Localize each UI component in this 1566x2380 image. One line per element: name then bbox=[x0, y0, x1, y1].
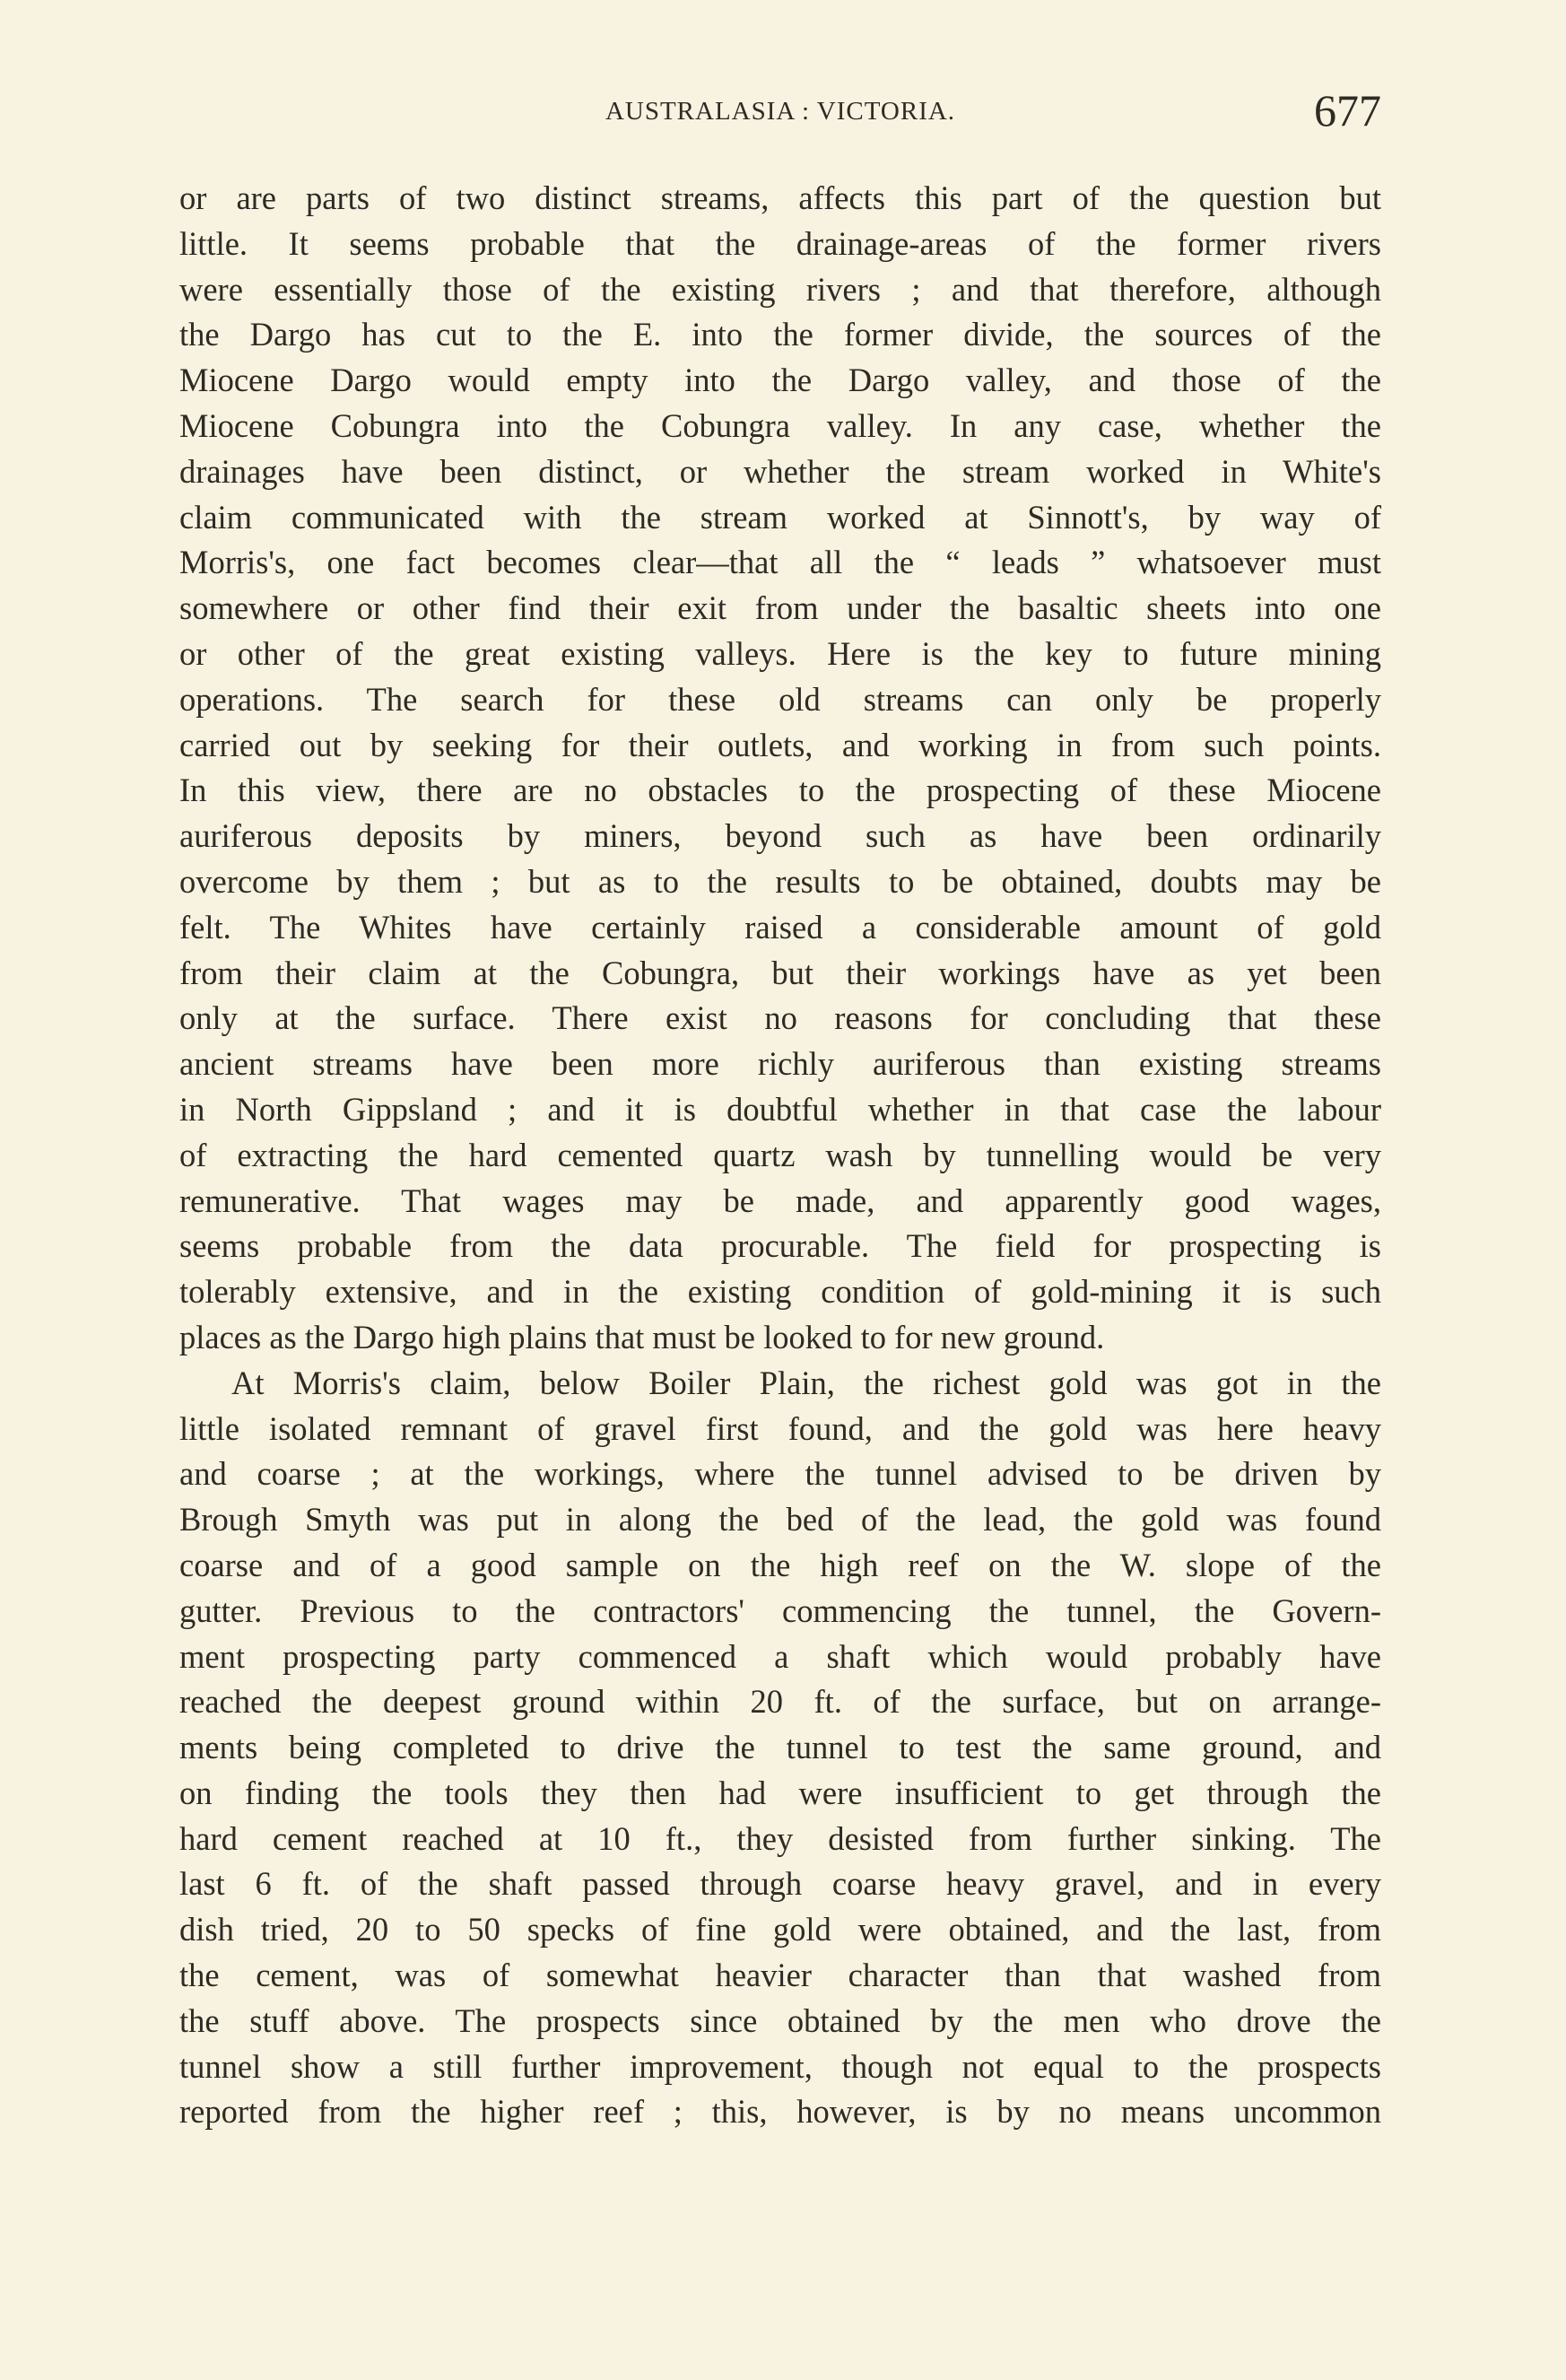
text-line: reached the deepest ground within 20 ft. of the surface, but on arrange- bbox=[179, 1683, 1381, 1721]
text-line: claim communicated with the stream worked at Sinnott's, by way of bbox=[179, 498, 1381, 536]
text-line: overcome by them ; but as to the results to be obtained, doubts may be bbox=[179, 862, 1381, 900]
text-line: hard cement reached at 10 ft., they desisted from further sinking. The bbox=[179, 1819, 1381, 1857]
text-line: auriferous deposits by miners, beyond such as have been ordinarily bbox=[179, 817, 1381, 855]
text-line: operations. The search for these old streams can only be properly bbox=[179, 680, 1381, 718]
text-line: the Dargo has cut to the E. into the former divide, the sources of the bbox=[179, 316, 1381, 353]
text-line: last 6 ft. of the shaft passed through coarse heavy gravel, and in every bbox=[179, 1865, 1381, 1903]
text-line: little. It seems probable that the drainage-areas of the former rivers bbox=[179, 224, 1381, 262]
paragraph bbox=[179, 1361, 1381, 2136]
text-line: somewhere or other find their exit from under the basaltic sheets into one bbox=[179, 589, 1381, 627]
text-line: reported from the higher reef ; this, however, is by no means uncommon bbox=[179, 2093, 1381, 2131]
text-line: In this view, there are no obstacles to the prospecting of these Miocene bbox=[179, 772, 1381, 809]
paragraph bbox=[179, 176, 1381, 1361]
text-line: seems probable from the data procurable. The field for prospecting is bbox=[179, 1227, 1381, 1265]
text-line: places as the Dargo high plains that must be looked to for new ground. bbox=[179, 1318, 1105, 1356]
text-line: Miocene Cobungra into the Cobungra valley. In any case, whether the bbox=[179, 406, 1381, 444]
text-line: in North Gippsland ; and it is doubtful whether in that case the labour bbox=[179, 1090, 1381, 1128]
text-line: tolerably extensive, and in the existing condition of gold-mining it is such bbox=[179, 1273, 1381, 1311]
text-line: tunnel show a still further improvement, though not equal to the prospects bbox=[179, 2047, 1381, 2085]
page-body bbox=[179, 176, 1381, 2135]
text-line: carried out by seeking for their outlets, and working in from such points. bbox=[179, 726, 1381, 763]
text-line: and coarse ; at the workings, where the tunnel advised to be driven by bbox=[179, 1455, 1381, 1493]
text-line: remunerative. That wages may be made, and apparently good wages, bbox=[179, 1181, 1381, 1219]
text-line: from their claim at the Cobungra, but their workings have as yet been bbox=[179, 954, 1381, 991]
text-line: the stuff above. The prospects since obtained by the men who drove the bbox=[179, 2001, 1381, 2039]
text-line: or other of the great existing valleys. Here is the key to future mining bbox=[179, 634, 1381, 672]
text-line: only at the surface. There exist no reasons for concluding that these bbox=[179, 999, 1381, 1037]
page-header bbox=[179, 85, 1381, 144]
text-line: gutter. Previous to the contractors' commencing the tunnel, the Govern- bbox=[179, 1591, 1381, 1629]
page-number: 677 bbox=[1314, 85, 1381, 135]
text-line: Brough Smyth was put in along the bed of the lead, the gold was found bbox=[179, 1501, 1381, 1539]
text-line: At Morris's claim, below Boiler Plain, the richest gold was got in the bbox=[231, 1364, 1381, 1401]
text-line: dish tried, 20 to 50 specks of fine gold were obtained, and the last, from bbox=[179, 1911, 1381, 1948]
text-line: coarse and of a good sample on the high reef on the W. slope of the bbox=[179, 1546, 1381, 1583]
text-line: ment prospecting party commenced a shaft which would probably have bbox=[179, 1637, 1381, 1675]
text-line: felt. The Whites have certainly raised a considerable amount of gold bbox=[179, 908, 1381, 946]
text-line: were essentially those of the existing rivers ; and that therefore, although bbox=[179, 270, 1381, 308]
text-line: of extracting the hard cemented quartz wash by tunnelling would be very bbox=[179, 1136, 1381, 1173]
text-line: ments being completed to drive the tunnel to test the same ground, and bbox=[179, 1729, 1381, 1766]
text-line: ancient streams have been more richly auriferous than existing streams bbox=[179, 1045, 1381, 1083]
text-line: or are parts of two distinct streams, affects this part of the question but bbox=[179, 179, 1381, 216]
text-line: drainages have been distinct, or whether the stream worked in White's bbox=[179, 452, 1381, 490]
text-line: on finding the tools they then had were insufficient to get through the bbox=[179, 1774, 1381, 1811]
text-line: little isolated remnant of gravel first found, and the gold was here heavy bbox=[179, 1409, 1381, 1447]
text-line: Miocene Dargo would empty into the Dargo valley, and those of the bbox=[179, 362, 1381, 399]
running-head: AUSTRALASIA : VICTORIA. bbox=[605, 97, 956, 126]
text-line: the cement, was of somewhat heavier character than that washed from bbox=[179, 1957, 1381, 1994]
text-line: Morris's, one fact becomes clear—that all the “ leads ” whatsoever must bbox=[179, 544, 1381, 581]
